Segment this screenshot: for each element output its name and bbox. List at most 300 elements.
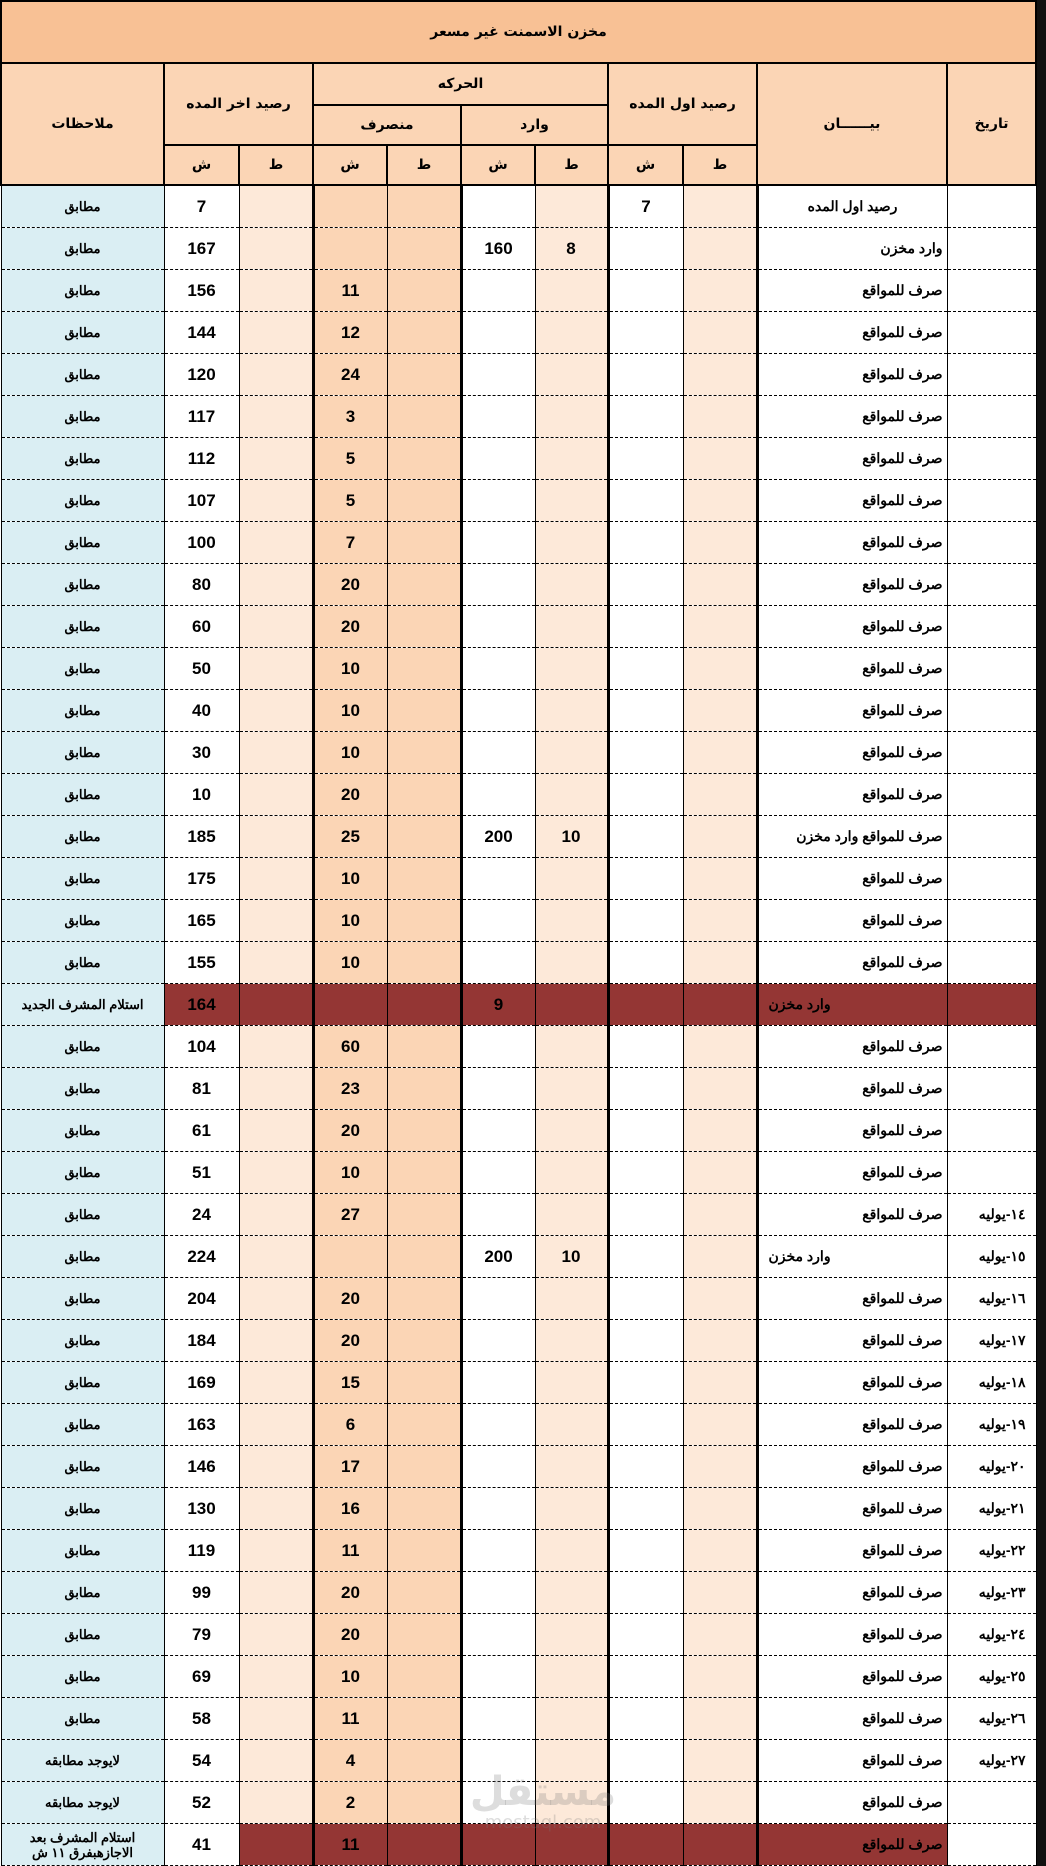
date-cell[interactable] [947,396,1036,438]
received-t-cell[interactable] [535,1614,608,1656]
received-sh-cell[interactable] [461,1530,535,1572]
opening-sh-cell[interactable] [608,1404,683,1446]
closing-sh-cell[interactable]: 30 [164,732,239,774]
closing-t-cell[interactable] [239,1152,313,1194]
received-sh-cell[interactable] [461,1824,535,1866]
received-t-cell[interactable] [535,1320,608,1362]
received-sh-cell[interactable] [461,1110,535,1152]
closing-t-cell[interactable] [239,1320,313,1362]
date-cell[interactable] [947,228,1036,270]
received-t-cell[interactable] [535,522,608,564]
received-sh-cell[interactable] [461,648,535,690]
notes-cell[interactable]: مطابق [1,438,164,480]
notes-cell[interactable]: مطابق [1,522,164,564]
received-sh-cell[interactable] [461,312,535,354]
date-cell[interactable] [947,1824,1036,1866]
description-cell[interactable]: صرف للمواقع [757,438,947,480]
issued-t-cell[interactable] [387,1530,461,1572]
received-t-cell[interactable] [535,1488,608,1530]
received-sh-cell[interactable] [461,564,535,606]
description-cell[interactable]: صرف للمواقع [757,1572,947,1614]
date-cell[interactable] [947,354,1036,396]
date-cell[interactable] [947,984,1036,1026]
closing-sh-cell[interactable]: 175 [164,858,239,900]
issued-t-cell[interactable] [387,228,461,270]
issued-t-cell[interactable] [387,690,461,732]
closing-sh-cell[interactable]: 169 [164,1362,239,1404]
closing-t-cell[interactable] [239,648,313,690]
closing-t-cell[interactable] [239,354,313,396]
notes-cell[interactable]: مطابق [1,354,164,396]
notes-cell[interactable]: مطابق [1,396,164,438]
received-sh-cell[interactable] [461,1740,535,1782]
closing-t-cell[interactable] [239,816,313,858]
closing-t-cell[interactable] [239,1698,313,1740]
notes-cell[interactable]: مطابق [1,1236,164,1278]
received-sh-cell[interactable] [461,942,535,984]
notes-cell[interactable]: مطابق [1,1614,164,1656]
issued-sh-cell[interactable]: 7 [313,522,387,564]
notes-cell[interactable]: مطابق [1,732,164,774]
closing-sh-cell[interactable]: 184 [164,1320,239,1362]
date-cell[interactable] [947,438,1036,480]
received-sh-cell[interactable] [461,1488,535,1530]
opening-sh-cell[interactable] [608,858,683,900]
description-cell[interactable]: صرف للمواقع [757,564,947,606]
closing-sh-cell[interactable]: 165 [164,900,239,942]
closing-sh-cell[interactable]: 24 [164,1194,239,1236]
issued-t-cell[interactable] [387,648,461,690]
opening-sh-cell[interactable] [608,1698,683,1740]
closing-t-cell[interactable] [239,564,313,606]
notes-cell[interactable]: مطابق [1,1656,164,1698]
opening-sh-cell[interactable] [608,270,683,312]
issued-sh-cell[interactable]: 24 [313,354,387,396]
opening-sh-cell[interactable] [608,1068,683,1110]
issued-sh-cell[interactable]: 20 [313,1320,387,1362]
issued-t-cell[interactable] [387,984,461,1026]
date-cell[interactable] [947,522,1036,564]
closing-t-cell[interactable] [239,270,313,312]
issued-sh-cell[interactable]: 10 [313,732,387,774]
received-t-cell[interactable] [535,438,608,480]
issued-sh-cell[interactable]: 11 [313,270,387,312]
issued-t-cell[interactable] [387,858,461,900]
issued-sh-cell[interactable]: 4 [313,1740,387,1782]
received-t-cell[interactable] [535,1572,608,1614]
received-sh-cell[interactable] [461,1782,535,1824]
date-cell[interactable] [947,648,1036,690]
date-cell[interactable] [947,480,1036,522]
issued-t-cell[interactable] [387,1362,461,1404]
issued-sh-cell[interactable]: 11 [313,1824,387,1866]
issued-t-cell[interactable] [387,1740,461,1782]
closing-t-cell[interactable] [239,774,313,816]
description-cell[interactable]: صرف للمواقع [757,1110,947,1152]
opening-t-cell[interactable] [683,1278,757,1320]
opening-sh-cell[interactable] [608,1152,683,1194]
issued-t-cell[interactable] [387,270,461,312]
closing-t-cell[interactable] [239,1194,313,1236]
received-sh-cell[interactable] [461,1362,535,1404]
closing-sh-cell[interactable]: 144 [164,312,239,354]
closing-t-cell[interactable] [239,1278,313,1320]
issued-t-cell[interactable] [387,1824,461,1866]
received-sh-cell[interactable] [461,1446,535,1488]
description-cell[interactable]: صرف للمواقع [757,1152,947,1194]
issued-t-cell[interactable] [387,185,461,228]
notes-cell[interactable]: مطابق [1,942,164,984]
received-t-cell[interactable] [535,732,608,774]
description-cell[interactable]: صرف للمواقع [757,1614,947,1656]
closing-t-cell[interactable] [239,690,313,732]
closing-sh-cell[interactable]: 99 [164,1572,239,1614]
description-cell[interactable]: صرف للمواقع [757,900,947,942]
issued-sh-cell[interactable]: 10 [313,942,387,984]
opening-sh-cell[interactable] [608,522,683,564]
date-cell[interactable] [947,1068,1036,1110]
closing-sh-cell[interactable]: 100 [164,522,239,564]
closing-t-cell[interactable] [239,480,313,522]
notes-cell[interactable]: مطابق [1,564,164,606]
closing-t-cell[interactable] [239,858,313,900]
received-t-cell[interactable] [535,1404,608,1446]
description-cell[interactable]: صرف للمواقع [757,522,947,564]
opening-t-cell[interactable] [683,1824,757,1866]
description-cell[interactable]: صرف للمواقع [757,690,947,732]
description-cell[interactable]: صرف للمواقع [757,1698,947,1740]
closing-sh-cell[interactable]: 7 [164,185,239,228]
issued-sh-cell[interactable]: 20 [313,774,387,816]
opening-sh-cell[interactable] [608,1362,683,1404]
received-sh-cell[interactable] [461,438,535,480]
issued-sh-cell[interactable]: 11 [313,1698,387,1740]
opening-t-cell[interactable] [683,1362,757,1404]
notes-cell[interactable]: مطابق [1,1362,164,1404]
date-cell[interactable] [947,270,1036,312]
received-t-cell[interactable] [535,1530,608,1572]
date-cell[interactable] [947,816,1036,858]
closing-t-cell[interactable] [239,1614,313,1656]
received-sh-cell[interactable] [461,396,535,438]
closing-sh-cell[interactable]: 155 [164,942,239,984]
issued-sh-cell[interactable]: 20 [313,1572,387,1614]
opening-sh-cell[interactable]: 7 [608,185,683,228]
received-sh-cell[interactable]: 200 [461,816,535,858]
date-cell[interactable]: ٢٢-يوليه [947,1530,1036,1572]
issued-t-cell[interactable] [387,1782,461,1824]
closing-t-cell[interactable] [239,1572,313,1614]
issued-sh-cell[interactable] [313,185,387,228]
issued-t-cell[interactable] [387,1110,461,1152]
notes-cell[interactable]: مطابق [1,228,164,270]
opening-t-cell[interactable] [683,438,757,480]
description-cell[interactable]: صرف للمواقع [757,1824,947,1866]
opening-sh-cell[interactable] [608,1026,683,1068]
opening-t-cell[interactable] [683,816,757,858]
description-cell[interactable]: صرف للمواقع [757,270,947,312]
notes-cell[interactable]: مطابق [1,1488,164,1530]
received-sh-cell[interactable] [461,1572,535,1614]
issued-sh-cell[interactable]: 17 [313,1446,387,1488]
opening-t-cell[interactable] [683,396,757,438]
closing-sh-cell[interactable]: 79 [164,1614,239,1656]
opening-sh-cell[interactable] [608,1740,683,1782]
issued-t-cell[interactable] [387,1404,461,1446]
opening-sh-cell[interactable] [608,1236,683,1278]
issued-sh-cell[interactable]: 20 [313,1278,387,1320]
opening-sh-cell[interactable] [608,1194,683,1236]
issued-t-cell[interactable] [387,1320,461,1362]
closing-t-cell[interactable] [239,312,313,354]
issued-t-cell[interactable] [387,354,461,396]
received-t-cell[interactable] [535,984,608,1026]
description-cell[interactable]: وارد مخزن [757,228,947,270]
opening-t-cell[interactable] [683,1194,757,1236]
closing-t-cell[interactable] [239,732,313,774]
received-sh-cell[interactable] [461,270,535,312]
date-cell[interactable]: ٢١-يوليه [947,1488,1036,1530]
closing-t-cell[interactable] [239,438,313,480]
notes-cell[interactable]: مطابق [1,858,164,900]
opening-t-cell[interactable] [683,1404,757,1446]
description-cell[interactable]: صرف للمواقع [757,354,947,396]
notes-cell[interactable]: مطابق [1,816,164,858]
received-sh-cell[interactable]: 160 [461,228,535,270]
received-sh-cell[interactable] [461,1194,535,1236]
received-t-cell[interactable] [535,774,608,816]
date-cell[interactable] [947,690,1036,732]
issued-t-cell[interactable] [387,438,461,480]
closing-t-cell[interactable] [239,984,313,1026]
opening-t-cell[interactable] [683,984,757,1026]
date-cell[interactable] [947,1026,1036,1068]
closing-sh-cell[interactable]: 112 [164,438,239,480]
description-cell[interactable]: صرف للمواقع [757,942,947,984]
issued-sh-cell[interactable]: 25 [313,816,387,858]
issued-sh-cell[interactable] [313,228,387,270]
notes-cell[interactable]: مطابق [1,1698,164,1740]
issued-sh-cell[interactable]: 10 [313,648,387,690]
received-t-cell[interactable]: 10 [535,1236,608,1278]
issued-t-cell[interactable] [387,606,461,648]
issued-t-cell[interactable] [387,1446,461,1488]
closing-sh-cell[interactable]: 224 [164,1236,239,1278]
description-cell[interactable]: وارد مخزن [757,984,947,1026]
received-sh-cell[interactable] [461,354,535,396]
closing-t-cell[interactable] [239,1404,313,1446]
closing-sh-cell[interactable]: 51 [164,1152,239,1194]
closing-sh-cell[interactable]: 58 [164,1698,239,1740]
received-sh-cell[interactable] [461,1404,535,1446]
received-t-cell[interactable] [535,942,608,984]
description-cell[interactable]: صرف للمواقع [757,396,947,438]
description-cell[interactable]: صرف للمواقع [757,1320,947,1362]
date-cell[interactable] [947,312,1036,354]
received-t-cell[interactable] [535,396,608,438]
opening-sh-cell[interactable] [608,1530,683,1572]
closing-sh-cell[interactable]: 146 [164,1446,239,1488]
notes-cell[interactable]: مطابق [1,1194,164,1236]
notes-cell[interactable]: مطابق [1,1320,164,1362]
closing-sh-cell[interactable]: 10 [164,774,239,816]
closing-sh-cell[interactable]: 69 [164,1656,239,1698]
received-t-cell[interactable] [535,1362,608,1404]
opening-sh-cell[interactable] [608,1614,683,1656]
received-t-cell[interactable]: 8 [535,228,608,270]
notes-cell[interactable]: مطابق [1,774,164,816]
date-cell[interactable]: ١٩-يوليه [947,1404,1036,1446]
issued-t-cell[interactable] [387,1656,461,1698]
received-sh-cell[interactable] [461,1698,535,1740]
notes-cell[interactable]: مطابق [1,185,164,228]
date-cell[interactable]: ٢٧-يوليه [947,1740,1036,1782]
closing-sh-cell[interactable]: 50 [164,648,239,690]
opening-sh-cell[interactable] [608,900,683,942]
closing-sh-cell[interactable]: 119 [164,1530,239,1572]
issued-sh-cell[interactable]: 23 [313,1068,387,1110]
closing-sh-cell[interactable]: 54 [164,1740,239,1782]
opening-sh-cell[interactable] [608,228,683,270]
opening-sh-cell[interactable] [608,354,683,396]
issued-t-cell[interactable] [387,1488,461,1530]
closing-t-cell[interactable] [239,1110,313,1152]
opening-t-cell[interactable] [683,774,757,816]
opening-sh-cell[interactable] [608,1320,683,1362]
issued-sh-cell[interactable] [313,1236,387,1278]
closing-sh-cell[interactable]: 104 [164,1026,239,1068]
issued-t-cell[interactable] [387,900,461,942]
date-cell[interactable]: ١٤-يوليه [947,1194,1036,1236]
closing-sh-cell[interactable]: 107 [164,480,239,522]
issued-sh-cell[interactable]: 10 [313,1152,387,1194]
notes-cell[interactable]: مطابق [1,1152,164,1194]
opening-t-cell[interactable] [683,732,757,774]
opening-t-cell[interactable] [683,1068,757,1110]
opening-t-cell[interactable] [683,1236,757,1278]
opening-t-cell[interactable] [683,1782,757,1824]
opening-t-cell[interactable] [683,1488,757,1530]
received-sh-cell[interactable] [461,1656,535,1698]
description-cell[interactable]: صرف للمواقع [757,1068,947,1110]
received-t-cell[interactable] [535,606,608,648]
received-sh-cell[interactable] [461,1320,535,1362]
opening-t-cell[interactable] [683,1572,757,1614]
closing-t-cell[interactable] [239,1782,313,1824]
notes-cell[interactable]: مطابق [1,480,164,522]
date-cell[interactable]: ١٧-يوليه [947,1320,1036,1362]
notes-cell[interactable]: مطابق [1,1530,164,1572]
issued-t-cell[interactable] [387,774,461,816]
notes-cell[interactable]: مطابق [1,270,164,312]
description-cell[interactable]: رصيد اول المده [757,185,947,228]
description-cell[interactable]: صرف للمواقع وارد مخزن [757,816,947,858]
received-t-cell[interactable]: 10 [535,816,608,858]
notes-cell[interactable]: مطابق [1,1068,164,1110]
opening-t-cell[interactable] [683,522,757,564]
notes-cell[interactable]: مطابق [1,312,164,354]
closing-t-cell[interactable] [239,1488,313,1530]
received-t-cell[interactable] [535,1026,608,1068]
date-cell[interactable] [947,1110,1036,1152]
notes-cell[interactable]: مطابق [1,1278,164,1320]
description-cell[interactable]: صرف للمواقع [757,774,947,816]
received-sh-cell[interactable] [461,732,535,774]
received-t-cell[interactable] [535,1824,608,1866]
opening-sh-cell[interactable] [608,312,683,354]
issued-t-cell[interactable] [387,732,461,774]
opening-sh-cell[interactable] [608,816,683,858]
received-t-cell[interactable] [535,1782,608,1824]
notes-cell[interactable]: مطابق [1,900,164,942]
opening-sh-cell[interactable] [608,1656,683,1698]
description-cell[interactable]: صرف للمواقع [757,858,947,900]
date-cell[interactable]: ٢٤-يوليه [947,1614,1036,1656]
notes-cell[interactable]: مطابق [1,1446,164,1488]
opening-sh-cell[interactable] [608,1488,683,1530]
closing-sh-cell[interactable]: 167 [164,228,239,270]
issued-sh-cell[interactable]: 5 [313,438,387,480]
closing-t-cell[interactable] [239,1026,313,1068]
received-sh-cell[interactable] [461,480,535,522]
opening-t-cell[interactable] [683,185,757,228]
date-cell[interactable] [947,185,1036,228]
received-t-cell[interactable] [535,564,608,606]
issued-t-cell[interactable] [387,816,461,858]
received-sh-cell[interactable]: 9 [461,984,535,1026]
issued-sh-cell[interactable]: 10 [313,900,387,942]
issued-t-cell[interactable] [387,1572,461,1614]
issued-sh-cell[interactable]: 27 [313,1194,387,1236]
opening-sh-cell[interactable] [608,564,683,606]
closing-t-cell[interactable] [239,1236,313,1278]
issued-t-cell[interactable] [387,1152,461,1194]
opening-t-cell[interactable] [683,1614,757,1656]
closing-sh-cell[interactable]: 81 [164,1068,239,1110]
received-sh-cell[interactable] [461,1068,535,1110]
notes-cell[interactable]: لايوجد مطابقه [1,1782,164,1824]
issued-sh-cell[interactable]: 10 [313,690,387,732]
date-cell[interactable] [947,732,1036,774]
opening-t-cell[interactable] [683,1110,757,1152]
opening-sh-cell[interactable] [608,774,683,816]
issued-sh-cell[interactable]: 16 [313,1488,387,1530]
date-cell[interactable] [947,1782,1036,1824]
date-cell[interactable] [947,564,1036,606]
closing-t-cell[interactable] [239,1824,313,1866]
opening-sh-cell[interactable] [608,1782,683,1824]
description-cell[interactable]: صرف للمواقع [757,1404,947,1446]
received-t-cell[interactable] [535,648,608,690]
issued-sh-cell[interactable]: 15 [313,1362,387,1404]
closing-t-cell[interactable] [239,396,313,438]
description-cell[interactable]: صرف للمواقع [757,1530,947,1572]
received-t-cell[interactable] [535,185,608,228]
received-sh-cell[interactable] [461,1278,535,1320]
date-cell[interactable] [947,1152,1036,1194]
opening-t-cell[interactable] [683,228,757,270]
received-t-cell[interactable] [535,1194,608,1236]
notes-cell[interactable]: مطابق [1,648,164,690]
opening-t-cell[interactable] [683,1530,757,1572]
date-cell[interactable] [947,900,1036,942]
description-cell[interactable]: صرف للمواقع [757,1278,947,1320]
opening-t-cell[interactable] [683,858,757,900]
opening-t-cell[interactable] [683,480,757,522]
closing-sh-cell[interactable]: 120 [164,354,239,396]
date-cell[interactable]: ١٦-يوليه [947,1278,1036,1320]
issued-t-cell[interactable] [387,1068,461,1110]
